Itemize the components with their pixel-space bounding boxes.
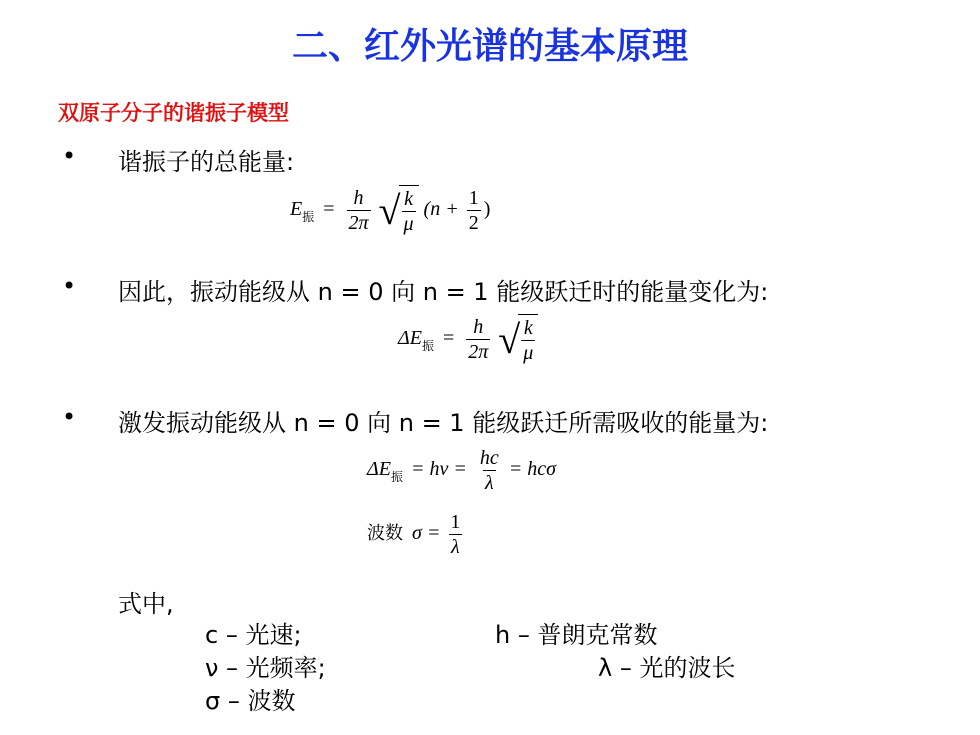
energy-change-equation: $\Delta E_振$ = $\frac{h}{2\pi}$ √ $\frac{k}{\mu}$ [398,314,538,365]
legend-c: c – 光速; [205,621,302,649]
bullet-1-text: 谐振子的总能量: [118,148,295,176]
slide-title: 二、红外光谱的基本原理 [291,26,688,67]
bullet-1-marker: • [62,142,77,170]
legend-h: h – 普朗克常数 [495,621,658,649]
legend-sigma: σ – 波数 [205,687,296,715]
bullet-2-marker: • [62,272,77,300]
bullet-3-text: 激发振动能级从 n = 0 向 n = 1 能级跃迁所需吸收的能量为: [118,409,769,437]
legend-nu: ν – 光频率; [205,654,326,682]
legend-lambda: λ – 光的波长 [598,654,736,682]
bullet-3-marker: • [62,403,77,431]
absorbed-energy-equation: $\Delta E_振 = h\nu$ = $\frac{hc}{\lambda}$ = hcσ [367,447,556,494]
where-label: 式中, [118,590,174,618]
wavenumber-equation: 波数 σ = $\frac{1}{\lambda}$ [367,511,461,558]
bullet-2-text: 因此，振动能级从 n = 0 向 n = 1 能级跃迁时的能量变化为: [118,278,769,306]
section-subtitle: 双原子分子的谐振子模型 [58,101,289,125]
total-energy-equation: $E_振$ = $\frac{h}{2\pi}$ √ $\frac{k}{\mu}$ (n + $\frac{1}{2}$ ) [290,187,491,235]
